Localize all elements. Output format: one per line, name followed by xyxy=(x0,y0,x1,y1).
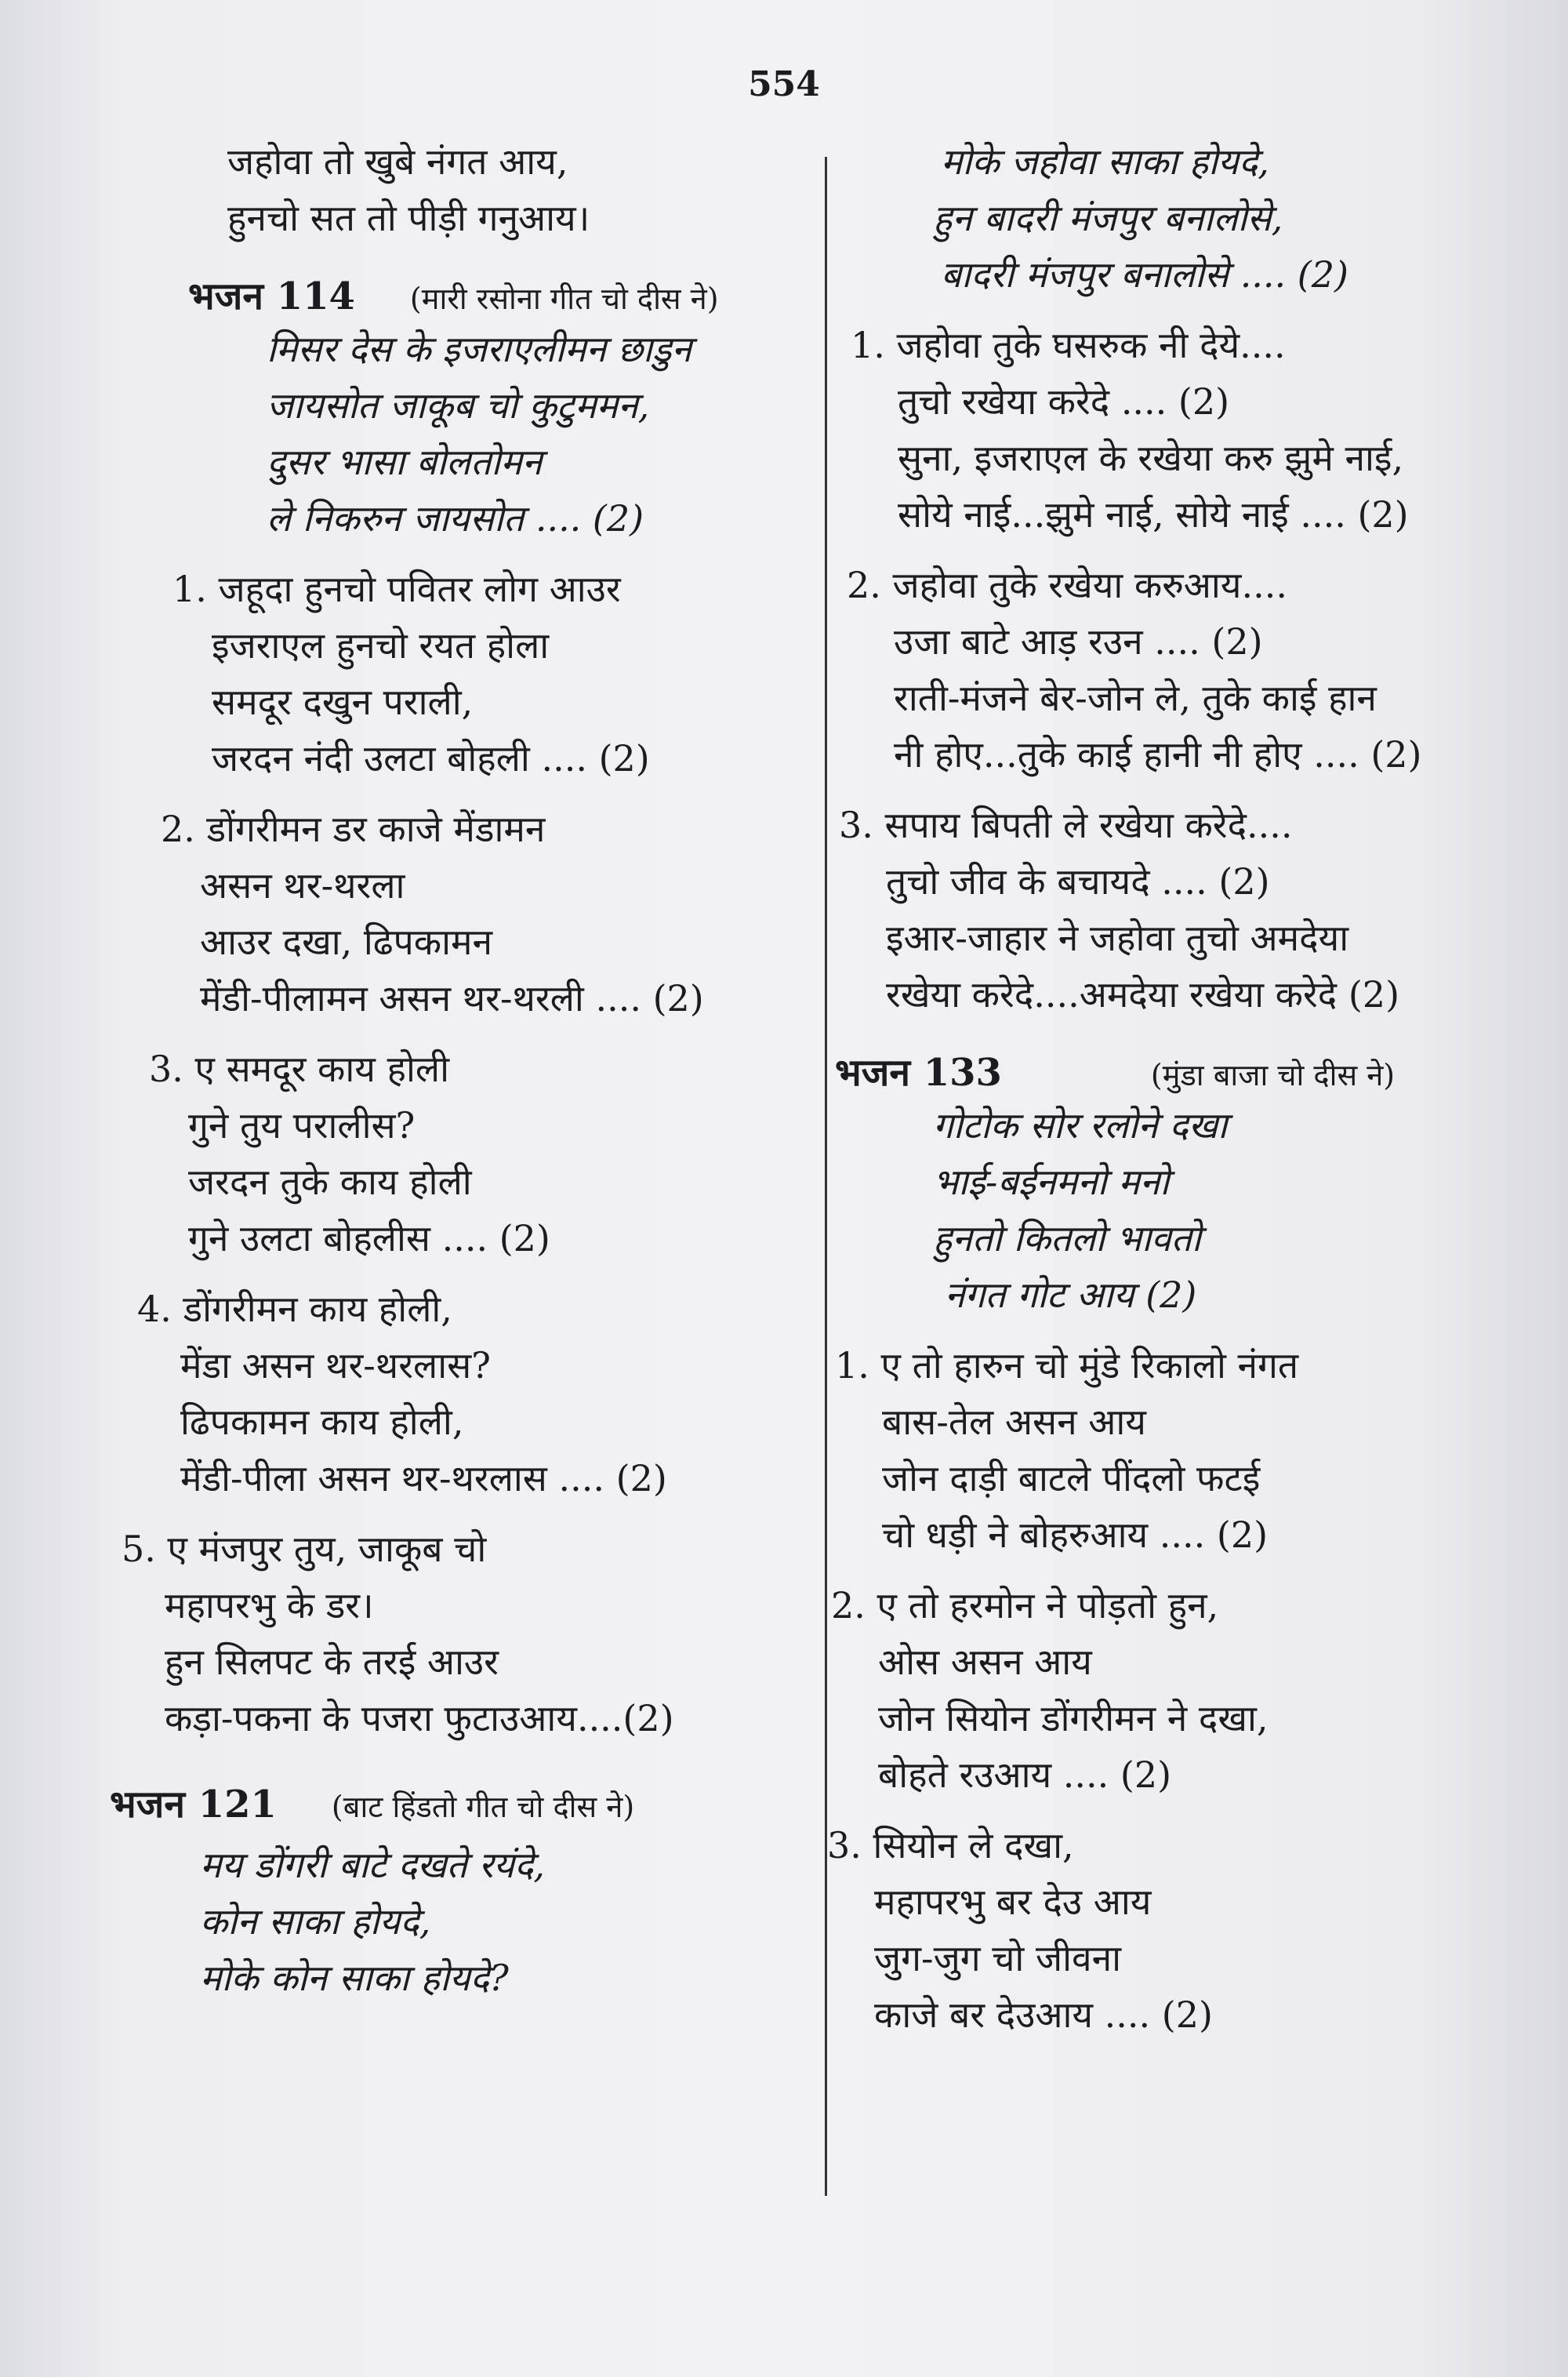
refrain-line: मिसर देस के इजराएलीमन छाडुन xyxy=(267,328,691,370)
verse-line: जोन सियोन डोंगरीमन ने दखा, xyxy=(878,1697,1269,1739)
hymn-tune: (मारी रसोना गीत चो दीस ने) xyxy=(409,282,719,316)
page-number: 554 xyxy=(748,64,820,104)
verse-line: जुग-जुग चो जीवना xyxy=(874,1937,1122,1979)
hymn-121-heading xyxy=(110,1778,808,1829)
verse-line: 1. ए तो हारुन चो मुंडे रिकालो नंगत xyxy=(835,1344,1299,1387)
verse-line: 1. जहूदा हुनचो पवितर लोग आउर xyxy=(172,568,621,610)
verse-line: गुने तुय परालीस? xyxy=(188,1104,416,1147)
hymn-title: भजन 133 xyxy=(835,1051,1002,1095)
verse-line: गुने उलटा बोहलीस .... (2) xyxy=(188,1217,550,1259)
verse-line: 2. जहोवा तुके रखेया करुआय.... xyxy=(847,564,1287,606)
hymn-tune: (मुंडा बाजा चो दीस ने) xyxy=(1150,1058,1396,1092)
verse-line: 2. डोंगरीमन डर काजे मेंडामन xyxy=(161,808,546,850)
refrain-line: दुसर भासा बोलतोमन xyxy=(267,441,543,483)
verse-line: नी होए...तुके काई हानी नी होए .... (2) xyxy=(894,733,1422,776)
verse-line: 3. सियोन ले दखा, xyxy=(827,1824,1074,1866)
refrain-line: ले निकरुन जायसोत .... (2) xyxy=(267,497,644,540)
verse-line: चो धड़ी ने बोहरुआय .... (2) xyxy=(882,1514,1269,1556)
verse-line: मेंडी-पीलामन असन थर-थरली .... (2) xyxy=(200,977,704,1019)
verse-line: 2. ए तो हरमोन ने पोड़तो हुन, xyxy=(831,1584,1219,1626)
verse-line: बोहते रउआय .... (2) xyxy=(878,1754,1172,1796)
verse-line: 5. ए मंजपुर तुय, जाकूब चो xyxy=(122,1528,487,1570)
verse-line: काजे बर देउआय .... (2) xyxy=(874,1994,1213,2036)
verse-line: आउर दखा, ढिपकामन xyxy=(200,921,493,963)
verse-line: 4. डोंगरीमन काय होली, xyxy=(137,1288,452,1330)
verse-line: 1. जहोवा तुके घसरुक नी देये.... xyxy=(851,324,1286,366)
refrain-line: जायसोत जाकूब चो कुटुममन, xyxy=(267,384,650,427)
verse-line: जोन दाड़ी बाटले पींदलो फटई xyxy=(882,1457,1261,1499)
intro-block xyxy=(227,133,808,246)
verse-line: रखेया करेदे....अमदेया रखेया करेदे (2) xyxy=(886,973,1400,1016)
intro-line: जहोवा तो खुबे नंगत आय, xyxy=(227,140,568,183)
hymn-114-verse-5 xyxy=(118,1521,808,1746)
verse-line: उजा बाटे आड़ रउन .... (2) xyxy=(894,620,1263,663)
verse-line: 3. ए समदूर काय होली xyxy=(149,1048,450,1090)
verse-line: राती-मंजने बेर-जोन ले, तुके काई हान xyxy=(894,677,1377,719)
verse-line: 3. सपाय बिपती ले रखेया करेदे.... xyxy=(839,804,1293,846)
hymn-133-verse-3 xyxy=(827,1817,1544,2043)
hymn-133-verse-1 xyxy=(835,1337,1544,1563)
verse-line: जरदन नंदी उलटा बोहली .... (2) xyxy=(212,737,650,780)
refrain-line: कोन साका होयदे, xyxy=(200,1900,431,1943)
hymn-121-refrain-cont xyxy=(933,133,1544,303)
verse-line: इआर-जाहार ने जहोवा तुचो अमदेया xyxy=(886,917,1349,959)
verse-line: ओस असन आय xyxy=(878,1641,1092,1683)
verse-line: इजराएल हुनचो रयत होला xyxy=(212,624,550,667)
verse-line: सोये नाई...झुमे नाई, सोये नाई .... (2) xyxy=(898,493,1409,536)
verse-line: सुना, इजराएल के रखेया करु झुमे नाई, xyxy=(898,437,1404,479)
hymn-tune: (बाट हिंडतो गीत चो दीस ने) xyxy=(331,1790,635,1824)
verse-line: ढिपकामन काय होली, xyxy=(180,1401,464,1443)
verse-line: महापरभु बर देउ आय xyxy=(874,1881,1152,1923)
refrain-line: गोटोक सोर रलोने दखा xyxy=(933,1104,1228,1147)
intro-line: हुनचो सत तो पीड़ी गनुआय। xyxy=(227,197,590,239)
refrain-line: हुनतो कितलो भावतो xyxy=(933,1217,1201,1259)
hymn-133-heading xyxy=(835,1046,1544,1097)
refrain-line: मय डोंगरी बाटे दखते रयंदे, xyxy=(200,1844,546,1886)
hymn-title: भजन 121 xyxy=(110,1783,277,1826)
hymn-114-refrain xyxy=(267,321,808,547)
verse-line: मेंडा असन थर-थरलास? xyxy=(180,1344,491,1387)
verse-line: जरदन तुके काय होली xyxy=(188,1161,472,1203)
refrain-line: भाई-बईनमनो मनो xyxy=(933,1161,1170,1203)
refrain-line: मोके कोन साका होयदे? xyxy=(200,1957,509,1999)
verse-line: समदूर दखुन पराली, xyxy=(212,681,474,723)
hymn-114-heading xyxy=(188,270,808,321)
refrain-line: मोके जहोवा साका होयदे, xyxy=(941,140,1269,183)
verse-line: हुन सिलपट के तरई आउर xyxy=(165,1641,499,1683)
refrain-line: बादरी मंजपुर बनालोसे .... (2) xyxy=(941,253,1348,296)
verse-line: तुचो जीव के बचायदे .... (2) xyxy=(886,860,1270,903)
hymn-133-refrain xyxy=(933,1097,1544,1323)
hymn-133-verse-2 xyxy=(831,1577,1544,1803)
hymn-121-verse-1 xyxy=(851,317,1544,543)
hymn-114-verse-4 xyxy=(118,1281,808,1507)
verse-line: मेंडी-पीला असन थर-थरलास .... (2) xyxy=(180,1457,667,1499)
right-column xyxy=(827,133,1544,2043)
hymn-114-verse-2 xyxy=(118,801,808,1027)
hymn-121-refrain-start xyxy=(200,1837,808,2006)
verse-line: बास-तेल असन आय xyxy=(882,1401,1146,1443)
verse-line: तुचो रखेया करेदे .... (2) xyxy=(898,380,1230,423)
hymn-114-verse-3 xyxy=(118,1041,808,1267)
left-column xyxy=(110,133,808,2006)
hymn-121-verse-3 xyxy=(839,797,1544,1023)
verse-line: महापरभु के डर। xyxy=(165,1584,374,1626)
hymn-title: भजन 114 xyxy=(188,274,355,318)
hymn-121-verse-2 xyxy=(847,557,1544,783)
hymn-114-verse-1 xyxy=(118,561,808,787)
refrain-line: हुन बादरी मंजपुर बनालोसे, xyxy=(933,197,1283,239)
verse-line: असन थर-थरला xyxy=(200,864,405,907)
refrain-line: नंगत गोट आय (2) xyxy=(945,1274,1197,1316)
verse-line: कड़ा-पकना के पजरा फुटाउआय....(2) xyxy=(165,1697,674,1739)
